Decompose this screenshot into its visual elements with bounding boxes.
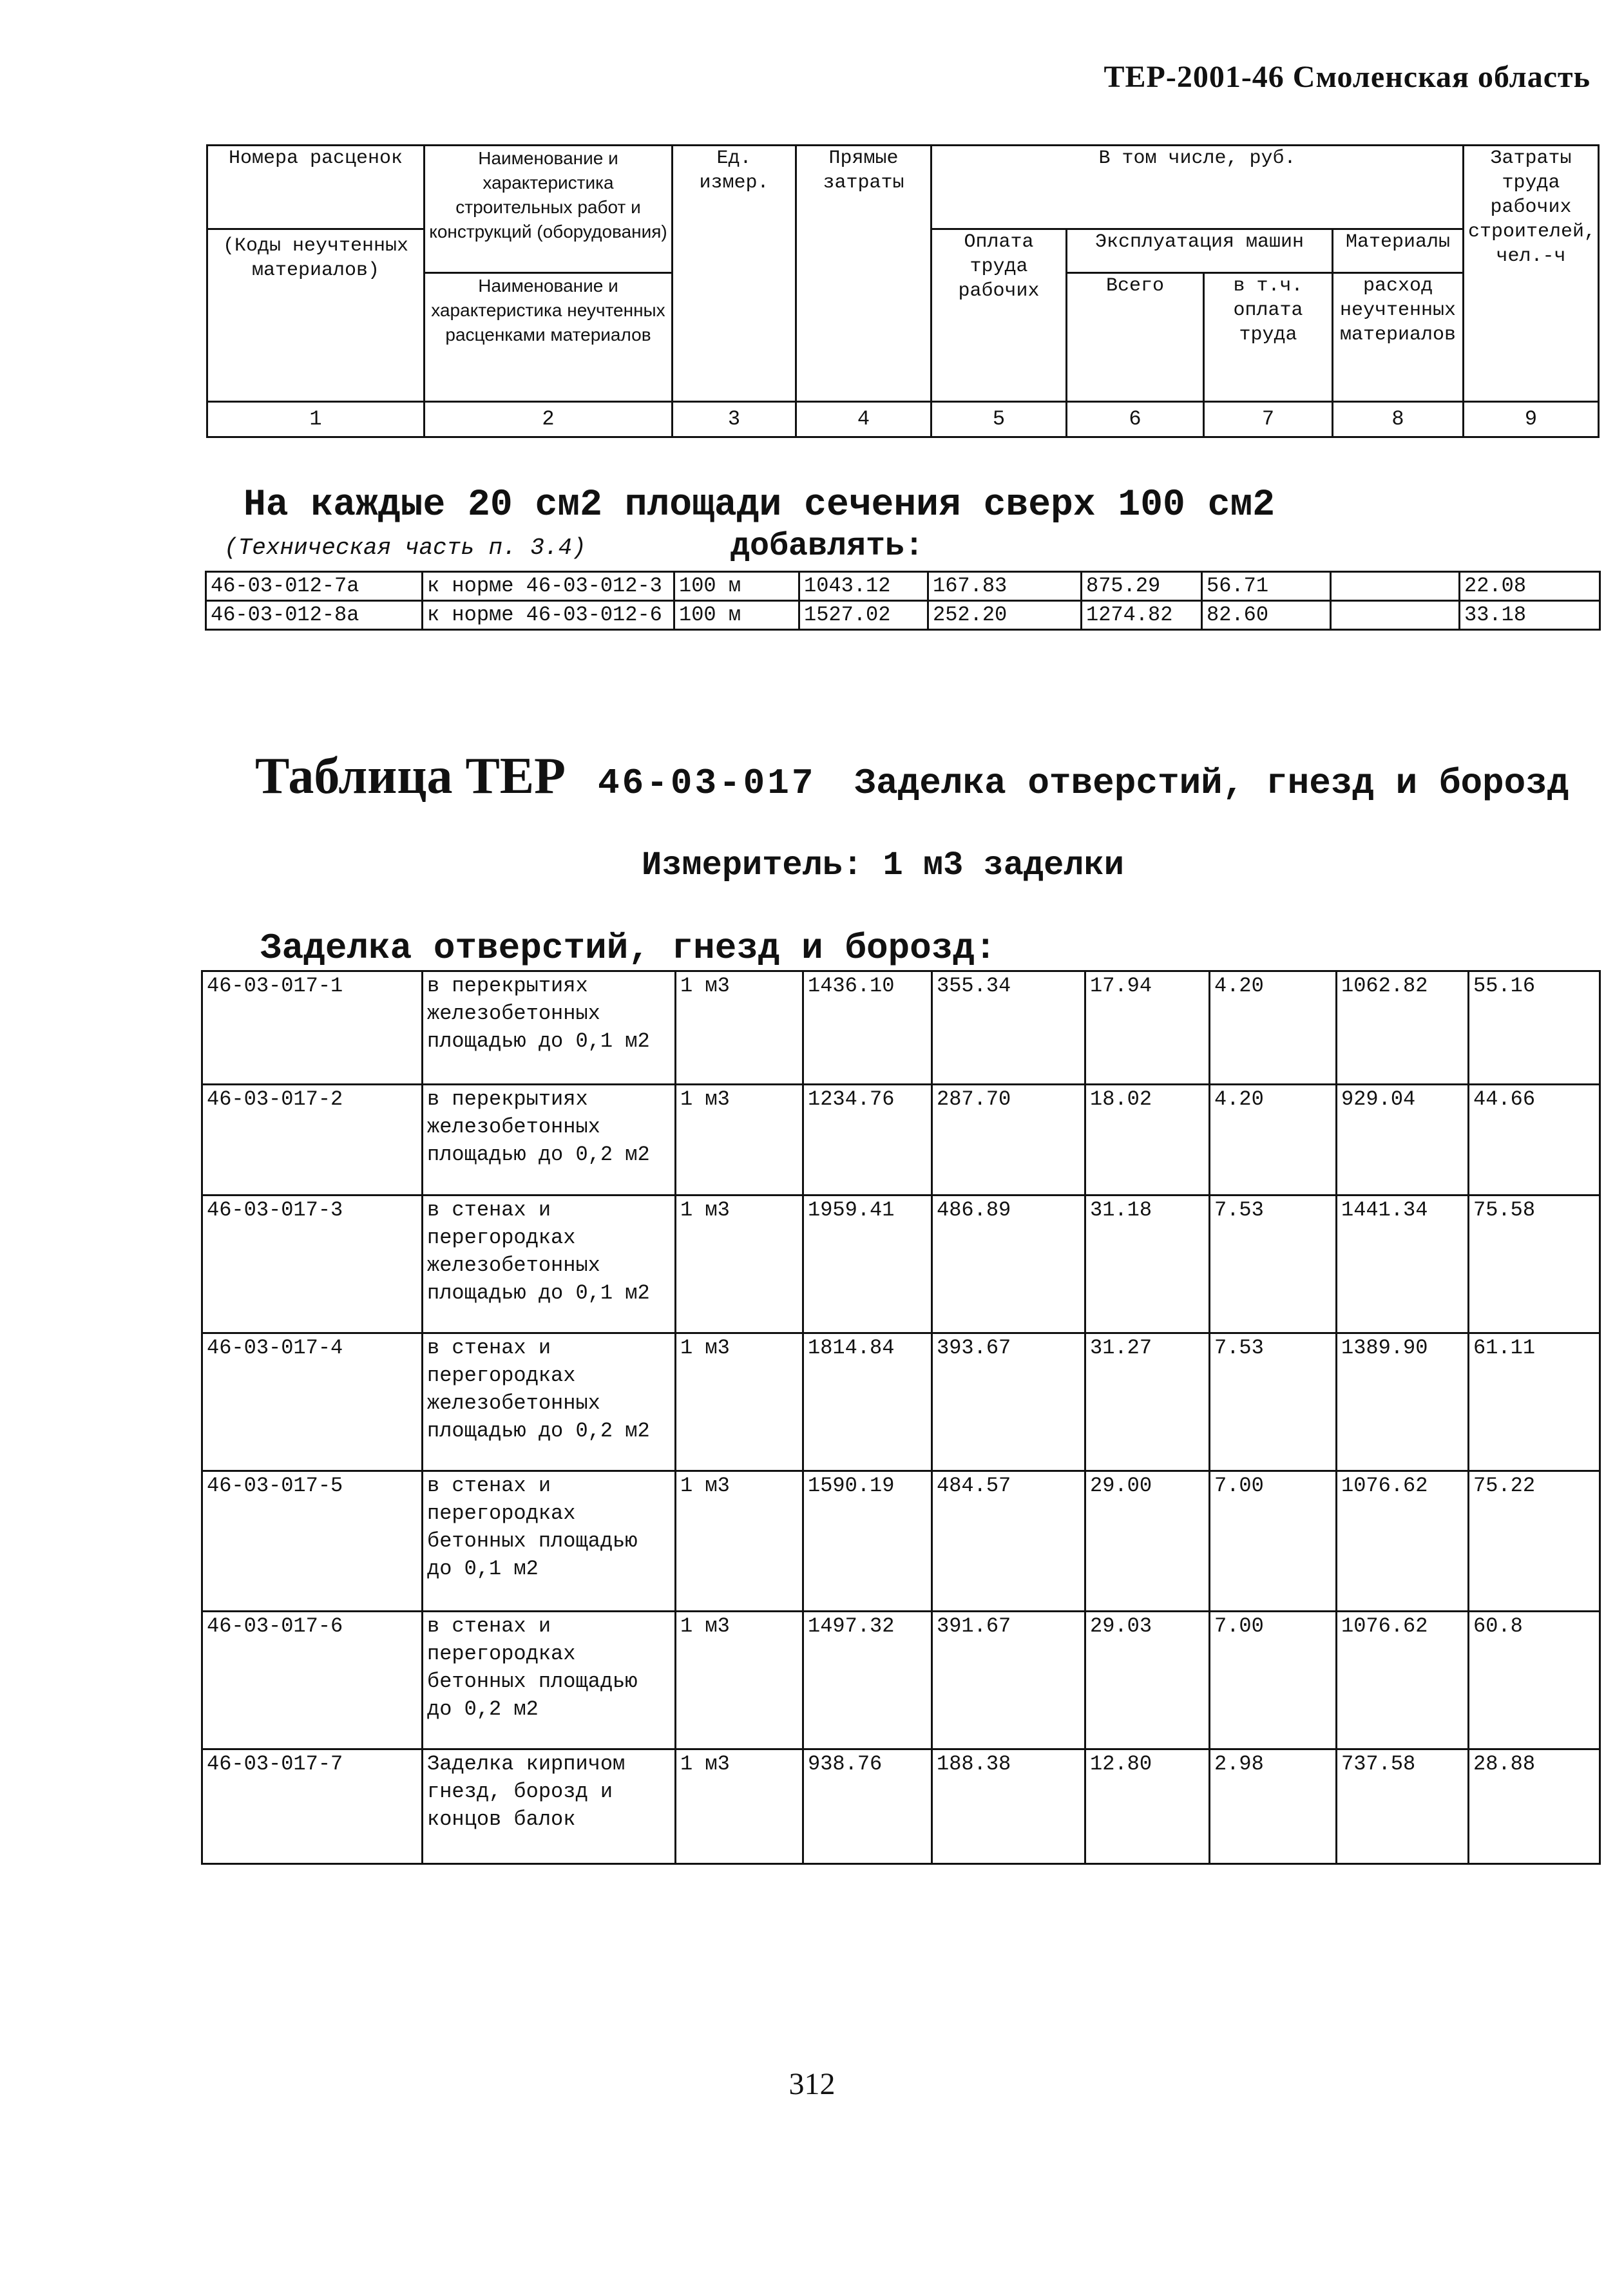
col-number: 9 (1464, 402, 1599, 437)
rate-machine-labor: 7.53 (1210, 1196, 1337, 1333)
header-work-name: Наименование и характеристика строительных работ и конструкций (оборудования) (429, 148, 667, 242)
rate-unit: 1 м3 (676, 1749, 803, 1864)
rate-labor: 167.83 (928, 572, 1082, 601)
table-row (202, 1196, 1600, 1333)
rate-name: к норме 46-03-012-6 (423, 601, 674, 630)
rate-direct: 1590.19 (803, 1471, 932, 1612)
rate-code: 46-03-017-7 (202, 1749, 423, 1864)
rate-materials (1331, 601, 1460, 630)
section-heading: На каждые 20 см2 площади сечения сверх 100 см2 (244, 484, 1275, 526)
rate-unit: 1 м3 (676, 1333, 803, 1471)
table-title (255, 747, 1569, 806)
rate-code: 46-03-017-3 (202, 1196, 423, 1333)
column-header-table (206, 144, 1600, 438)
rate-name: в стенах и перегородках бетонных площадью до 0,1 м2 (423, 1471, 676, 1612)
section-technical-part: (Техническая часть п. 3.4) (224, 535, 586, 561)
col-number: 5 (931, 402, 1067, 437)
table-title-prefix: Таблица ТЕР (255, 748, 566, 805)
rate-machine: 875.29 (1082, 572, 1202, 601)
table-title-code: 46-03-017 (598, 763, 816, 804)
rate-code: 46-03-012-7а (206, 572, 423, 601)
table-row (202, 1333, 1600, 1471)
rate-code: 46-03-017-2 (202, 1085, 423, 1196)
rate-materials (1331, 572, 1460, 601)
rate-hours: 44.66 (1469, 1085, 1600, 1196)
rate-materials: 737.58 (1337, 1749, 1469, 1864)
header-material-codes: (Коды неучтенных материалов) (207, 229, 425, 402)
page-number: 312 (788, 2067, 836, 2101)
col-number: 8 (1333, 402, 1464, 437)
rate-labor: 252.20 (928, 601, 1082, 630)
rate-hours: 33.18 (1460, 601, 1600, 630)
header-direct-costs: Прямые затраты (796, 146, 931, 402)
rate-name: к норме 46-03-012-3 (423, 572, 674, 601)
rate-direct: 1497.32 (803, 1612, 932, 1749)
header-in-that-number: В том числе, руб. (931, 146, 1464, 229)
rate-labor: 188.38 (932, 1749, 1085, 1864)
add-rows-table (205, 571, 1601, 631)
section-add-label: добавлять: (731, 528, 924, 565)
rate-direct: 1436.10 (803, 971, 932, 1085)
table-row (202, 1471, 1600, 1612)
rate-direct: 938.76 (803, 1749, 932, 1864)
rate-labor: 391.67 (932, 1612, 1085, 1749)
rate-hours: 28.88 (1469, 1749, 1600, 1864)
table-row (202, 971, 1600, 1085)
rate-code: 46-03-017-1 (202, 971, 423, 1085)
rate-code: 46-03-017-6 (202, 1612, 423, 1749)
header-unit: Ед. измер. (673, 146, 796, 402)
rate-unit: 1 м3 (676, 1612, 803, 1749)
meter-line: Измеритель: 1 м3 заделки (642, 846, 1124, 884)
rate-name: в стенах и перегородках бетонных площадью до 0,2 м2 (423, 1612, 676, 1749)
col-number: 1 (207, 402, 425, 437)
rate-machine: 17.94 (1085, 971, 1210, 1085)
group-heading: Заделка отверстий, гнезд и борозд: (260, 928, 997, 969)
rate-direct: 1234.76 (803, 1085, 932, 1196)
table-row (202, 1085, 1600, 1196)
rate-machine-labor: 82.60 (1202, 601, 1331, 630)
header-machine-labor: в т.ч. оплата труда (1204, 273, 1333, 402)
header-unaccounted-materials-name: Наименование и характеристика неучтенных расценками материалов (425, 273, 673, 402)
rate-machine: 12.80 (1085, 1749, 1210, 1864)
rate-machine-labor: 2.98 (1210, 1749, 1337, 1864)
rate-machine: 29.03 (1085, 1612, 1210, 1749)
table-row (206, 572, 1600, 601)
rate-code: 46-03-012-8а (206, 601, 423, 630)
rate-name: в стенах и перегородках железобетонных площадью до 0,2 м2 (423, 1333, 676, 1471)
rate-machine-labor: 4.20 (1210, 1085, 1337, 1196)
rate-machine-labor: 7.00 (1210, 1612, 1337, 1749)
rate-name: в стенах и перегородках железобетонных площадью до 0,1 м2 (423, 1196, 676, 1333)
header-unaccounted-materials: расход неучтенных материалов (1333, 273, 1464, 402)
rate-code: 46-03-017-5 (202, 1471, 423, 1612)
rate-direct: 1959.41 (803, 1196, 932, 1333)
rate-unit: 1 м3 (676, 1085, 803, 1196)
rate-hours: 61.11 (1469, 1333, 1600, 1471)
rate-hours: 75.58 (1469, 1196, 1600, 1333)
rate-hours: 22.08 (1460, 572, 1600, 601)
rate-materials: 929.04 (1337, 1085, 1469, 1196)
header-materials: Материалы (1333, 229, 1464, 273)
rate-name: в перекрытиях железобетонных площадью до 0,2 м2 (423, 1085, 676, 1196)
rate-unit: 1 м3 (676, 971, 803, 1085)
rate-direct: 1814.84 (803, 1333, 932, 1471)
rate-materials: 1389.90 (1337, 1333, 1469, 1471)
rate-labor: 393.67 (932, 1333, 1085, 1471)
rate-labor: 486.89 (932, 1196, 1085, 1333)
header-machine-ops: Эксплуатация машин (1067, 229, 1333, 273)
rate-unit: 1 м3 (676, 1196, 803, 1333)
rate-unit: 100 м (674, 601, 799, 630)
col-number: 4 (796, 402, 931, 437)
rate-machine: 31.18 (1085, 1196, 1210, 1333)
table-row (202, 1612, 1600, 1749)
rate-machine: 18.02 (1085, 1085, 1210, 1196)
rate-labor: 355.34 (932, 971, 1085, 1085)
rate-labor: 287.70 (932, 1085, 1085, 1196)
rate-machine-labor: 7.53 (1210, 1333, 1337, 1471)
rate-direct: 1043.12 (799, 572, 928, 601)
rate-unit: 1 м3 (676, 1471, 803, 1612)
rate-machine: 1274.82 (1082, 601, 1202, 630)
col-number: 6 (1067, 402, 1204, 437)
rate-machine: 31.27 (1085, 1333, 1210, 1471)
header-labor-pay: Оплата труда рабочих (931, 229, 1067, 402)
header-rate-numbers: Номера расценок (207, 146, 425, 229)
col-number: 2 (425, 402, 673, 437)
rate-direct: 1527.02 (799, 601, 928, 630)
rates-table (201, 970, 1601, 1865)
table-row (206, 601, 1600, 630)
rate-hours: 60.8 (1469, 1612, 1600, 1749)
rate-materials: 1076.62 (1337, 1471, 1469, 1612)
table-title-name: Заделка отверстий, гнезд и борозд (854, 763, 1569, 804)
table-row (202, 1749, 1600, 1864)
header-machine-total: Всего (1067, 273, 1204, 402)
rate-materials: 1062.82 (1337, 971, 1469, 1085)
rate-machine-labor: 4.20 (1210, 971, 1337, 1085)
rate-machine: 29.00 (1085, 1471, 1210, 1612)
rate-machine-labor: 7.00 (1210, 1471, 1337, 1612)
rate-name: в перекрытиях железобетонных площадью до 0,1 м2 (423, 971, 676, 1085)
rate-materials: 1441.34 (1337, 1196, 1469, 1333)
rate-code: 46-03-017-4 (202, 1333, 423, 1471)
rate-hours: 55.16 (1469, 971, 1600, 1085)
header-labor-cost: Затраты труда рабочих строителей, чел.-ч (1464, 146, 1599, 402)
rate-labor: 484.57 (932, 1471, 1085, 1612)
rate-hours: 75.22 (1469, 1471, 1600, 1612)
running-header: ТЕР-2001-46 Смоленская область (1103, 60, 1591, 94)
rate-name: Заделка кирпичом гнезд, борозд и концов балок (423, 1749, 676, 1864)
rate-unit: 100 м (674, 572, 799, 601)
rate-machine-labor: 56.71 (1202, 572, 1331, 601)
col-number: 3 (673, 402, 796, 437)
col-number: 7 (1204, 402, 1333, 437)
rate-materials: 1076.62 (1337, 1612, 1469, 1749)
